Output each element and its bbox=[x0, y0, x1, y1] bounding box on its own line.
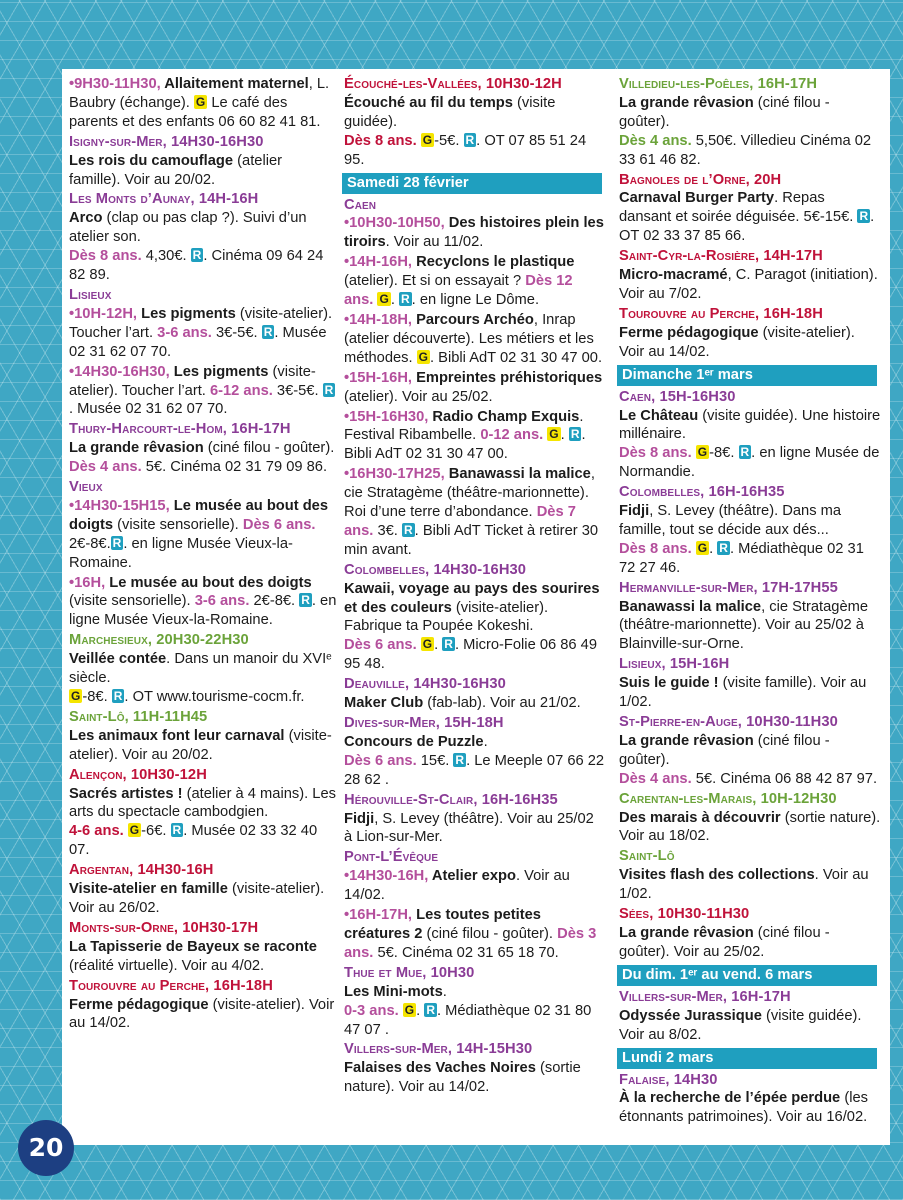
event-title: Les animaux font leur carnaval bbox=[69, 727, 285, 744]
age-range: 0-3 ans. bbox=[344, 1002, 399, 1019]
event-title: La Tapisserie de Bayeux se raconte bbox=[69, 938, 317, 955]
event bbox=[619, 655, 881, 712]
event-text: (clap ou pas clap ?). Suivi d’un atelier son. bbox=[69, 210, 307, 246]
event: Colombelles, 14H30-16H30 Kawaii, voyage au pays des sourires et des couleurs (visite-atelier). Fabrique ta Poupée Kokeshi. Dès 6 ans. G . R . Micro-Folie 06 86 49 95 48. bbox=[344, 561, 606, 674]
event-text: (ciné filou - goûter). bbox=[422, 925, 558, 942]
event-title: Allaitement maternel bbox=[164, 76, 309, 92]
event-text: . OT www.tourisme-cocm.fr. bbox=[124, 689, 305, 705]
reservation-r-icon: R bbox=[570, 427, 580, 442]
column-1 bbox=[69, 75, 337, 1034]
event-text: -6€. bbox=[141, 823, 171, 840]
event: Colombelles, 16H-16H35 Fidji, S. Levey (théâtre). Dans ma famille, tout se décide aux dés... Dès 8 ans. G . R . Médiathèque 02 31 72 27 46. bbox=[619, 483, 881, 578]
event bbox=[619, 713, 881, 789]
event-text: -8€. bbox=[82, 689, 112, 705]
event-title: Sacrés artistes ! bbox=[69, 785, 183, 802]
event-time: •16H-17H, bbox=[344, 907, 417, 924]
event-time: •10H-12H, bbox=[69, 305, 142, 322]
reservation-r-icon: R bbox=[401, 292, 410, 307]
event-text: . Voir au 1/02. bbox=[619, 867, 869, 903]
event-text: , Inrap (atelier découverte). Les métiers et les méthodes. bbox=[344, 311, 594, 366]
event-text: . OT 02 33 37 85 66. bbox=[619, 209, 875, 245]
free-g-icon: G bbox=[379, 292, 389, 307]
event bbox=[344, 791, 606, 848]
event-text: , S. Levey (théâtre). Dans ma famille, tout se décide aux dés... bbox=[619, 503, 842, 538]
age-range: Dès 8 ans. bbox=[69, 248, 142, 265]
event-text: (ciné filou - goûter). bbox=[619, 732, 830, 768]
event bbox=[344, 75, 606, 170]
reservation-r-icon: R bbox=[444, 637, 453, 652]
event bbox=[344, 196, 606, 253]
event-text: 15€. bbox=[416, 752, 454, 769]
event-title: Banawassi la malice bbox=[448, 466, 591, 483]
event-location: Tourouvre au Perche, 16H-18H bbox=[619, 305, 823, 322]
event-text: . Dans un manoir du XVIᵉ siècle. bbox=[69, 651, 332, 687]
event-title: Les rois du camouflage bbox=[69, 152, 234, 169]
event bbox=[344, 906, 606, 963]
event-text: (visite-atelier). Voir au 14/02. bbox=[619, 324, 855, 360]
event-text: . Micro-Folie 06 86 49 95 48. bbox=[344, 637, 597, 673]
free-g-icon: G bbox=[71, 689, 81, 703]
event bbox=[619, 305, 881, 362]
event-text: . en ligne Musée Vieux-la-Romaine. bbox=[69, 593, 337, 629]
event-location: St-Pierre-en-Auge, 10H30-11H30 bbox=[619, 714, 838, 730]
age-range: 4-6 ans. bbox=[69, 823, 124, 840]
event-time: •15H-16H, bbox=[344, 369, 417, 386]
event-title: La grande rêvasion bbox=[619, 732, 754, 749]
event bbox=[619, 988, 881, 1045]
event-location: Monts-sur-Orne, 10H30-17H bbox=[69, 919, 259, 936]
event bbox=[619, 171, 881, 247]
event-location: Colombelles, 14H30-16H30 bbox=[344, 561, 527, 578]
event bbox=[69, 190, 337, 285]
event-location: Isigny-sur-Mer, 14H30-16H30 bbox=[69, 133, 264, 150]
event-text: (réalité virtuelle). Voir au 4/02. bbox=[69, 957, 265, 974]
event-title: Le musée au bout des doigts bbox=[109, 574, 312, 591]
event bbox=[619, 579, 881, 655]
event-location: Villers-sur-Mer, 14H-15H30 bbox=[344, 1041, 533, 1058]
event-text: . Médiathèque 02 31 72 27 46. bbox=[619, 540, 864, 576]
reservation-r-icon: R bbox=[263, 324, 273, 339]
event-location: Thury-Harcourt-le-Hom, 16H-17H bbox=[69, 421, 291, 438]
age-range: Dès 8 ans. bbox=[619, 540, 692, 557]
event-location: Dives-sur-Mer, 15H-18H bbox=[344, 715, 504, 731]
event-location: Lisieux, 15H-16H bbox=[619, 656, 730, 673]
event bbox=[69, 919, 337, 976]
event-text: . en ligne Le Dôme. bbox=[411, 292, 540, 309]
event-text: , L. Baubry (échange). bbox=[69, 76, 330, 111]
event-text: . Festival Ribambelle. bbox=[344, 408, 584, 444]
event-text: 5€. Cinéma 02 31 65 18 70. bbox=[373, 944, 559, 961]
event-location: Hérouville-St-Clair, 16H-16H35 bbox=[344, 791, 558, 808]
event-time: •15H-16H30, bbox=[344, 408, 433, 425]
event-text: (fab-lab). Voir au 21/02. bbox=[423, 695, 581, 712]
event-text: (visite-atelier). Voir au 20/02. bbox=[69, 727, 332, 763]
event-text: 2€-8€. bbox=[249, 593, 300, 610]
event-text: . Voir au 11/02. bbox=[385, 234, 484, 251]
event bbox=[344, 465, 606, 560]
event-location: Vieux bbox=[69, 479, 103, 496]
event-text: 5€. Cinéma 02 31 79 09 86. bbox=[141, 459, 328, 476]
event-text: 5,50€. Villedieu Cinéma 02 33 61 46 82. bbox=[619, 132, 872, 168]
event-title: Visites flash des collections bbox=[619, 867, 815, 884]
event-text: (ciné filou - goûter). Voir au 25/02. bbox=[619, 924, 830, 960]
event-title: Kawaii, voyage au pays des sourires et des couleurs bbox=[344, 580, 600, 616]
event bbox=[344, 311, 606, 368]
event-text: . Musée 02 31 62 07 70. bbox=[69, 401, 228, 418]
event-title: Falaises des Vaches Noires bbox=[344, 1060, 536, 1077]
free-g-icon: G bbox=[549, 427, 559, 442]
event-text: 4,30€. bbox=[141, 248, 191, 265]
event-title: Des histoires plein les tiroirs bbox=[344, 215, 604, 251]
age-range: Dès 4 ans. bbox=[69, 459, 142, 476]
event-location: Thue et Mue, 10H30 bbox=[344, 964, 475, 981]
event bbox=[344, 675, 606, 713]
event-text: 3€. bbox=[373, 522, 402, 539]
event-location: Villedieu-les-Poêles, 16H-17H bbox=[619, 76, 818, 92]
event-title: Radio Champ Exquis bbox=[432, 408, 580, 425]
reservation-r-icon: R bbox=[301, 593, 310, 608]
event-text: , cie Stratagème (théâtre-marionnette). Voir au 25/02 à Blainville-sur-Orne. bbox=[619, 598, 869, 653]
free-g-icon: G bbox=[422, 637, 433, 652]
event bbox=[344, 369, 606, 407]
free-g-icon: G bbox=[697, 445, 708, 460]
event-location: Alençon, 10H30-12H bbox=[69, 766, 207, 783]
event bbox=[619, 847, 881, 904]
event: Thue et Mue, 10H30 Les Mini-mots. 0-3 ans. G . R . Médiathèque 02 31 80 47 07 . bbox=[344, 964, 606, 1040]
event bbox=[619, 247, 881, 304]
age-range: Dès 6 ans. bbox=[344, 752, 417, 769]
event-text: (visite famille). Voir au 1/02. bbox=[619, 675, 867, 711]
event-time: •16H, bbox=[69, 574, 110, 591]
event-text: . Repas dansant et soirée déguisée. 5€-15€. bbox=[619, 190, 858, 226]
event-text: (atelier à 4 mains). Les arts du spectacle cambodgien. bbox=[69, 785, 336, 821]
event bbox=[69, 478, 337, 573]
event bbox=[69, 766, 337, 861]
reservation-r-icon: R bbox=[740, 445, 750, 460]
age-range: 0-12 ans. bbox=[480, 427, 544, 444]
event-text: (atelier famille). Voir au 20/02. bbox=[69, 152, 283, 188]
event-text: (sortie nature). Voir au 18/02. bbox=[619, 809, 881, 845]
free-g-icon: G bbox=[129, 823, 140, 838]
event-title: La grande rêvasion bbox=[69, 440, 204, 457]
event bbox=[69, 574, 337, 631]
agenda-page bbox=[62, 69, 890, 1145]
event-title: Les pigments bbox=[173, 363, 269, 380]
reservation-r-icon: R bbox=[426, 1002, 435, 1017]
event-title: Recyclons le plastique bbox=[416, 254, 575, 271]
event-text: . Voir au 14/02. bbox=[344, 868, 570, 904]
event-text: (atelier). Et si on essayait ? bbox=[344, 273, 526, 290]
event-time: •9H30-11H30, bbox=[69, 76, 165, 92]
event-text: . Le Meeple 07 66 22 28 62 . bbox=[344, 752, 605, 788]
age-range: Dès 6 ans. bbox=[344, 637, 417, 654]
event-title: La grande rêvasion bbox=[619, 94, 754, 111]
event-text: (visite-atelier). Toucher l’art. bbox=[69, 305, 333, 341]
event-title: Empreintes préhistoriques bbox=[416, 369, 603, 386]
event-text: . bbox=[483, 733, 488, 750]
event-title: Atelier expo bbox=[431, 868, 516, 885]
event-title: Des marais à découvrir bbox=[619, 809, 781, 826]
event-text: . en ligne Musée de Normandie. bbox=[619, 445, 880, 481]
event-location: Caen bbox=[344, 196, 377, 213]
date-header: Lundi 2 mars bbox=[617, 1048, 877, 1069]
event: •15H-16H30, Radio Champ Exquis. Festival Ribambelle. 0-12 ans. G . R . Bibli AdT 02 31 30 47 00. bbox=[344, 408, 586, 463]
event bbox=[69, 631, 337, 707]
event-text: -5€. bbox=[434, 132, 464, 149]
free-g-icon: G bbox=[697, 540, 708, 555]
event-title: Le musée au bout des doigts bbox=[69, 497, 329, 533]
event bbox=[619, 790, 881, 847]
column-2 bbox=[344, 75, 606, 1098]
free-g-icon: G bbox=[418, 349, 429, 364]
event-title: Veillée contée bbox=[69, 651, 167, 668]
free-g-icon: G bbox=[404, 1002, 415, 1017]
event-text: , S. Levey (théâtre). Voir au 25/02 à Lion-sur-Mer. bbox=[344, 810, 594, 846]
event-text: (atelier). Voir au 25/02. bbox=[344, 388, 493, 405]
event-text: . Musée 02 33 32 40 07. bbox=[69, 823, 318, 859]
event-location: Carentan-les-Marais, 10H-12H30 bbox=[619, 790, 837, 807]
event-title: Les toutes petites créatures 2 bbox=[344, 907, 541, 942]
reservation-r-icon: R bbox=[112, 535, 122, 550]
page-number-badge: 20 bbox=[18, 1120, 74, 1176]
event-location: Les Monts d’Aunay, 14H-16H bbox=[69, 191, 259, 208]
event-title: Ferme pédagogique bbox=[69, 996, 209, 1013]
reservation-r-icon: R bbox=[172, 823, 182, 838]
reservation-r-icon: R bbox=[465, 132, 475, 147]
event-time: •16H30-17H25, bbox=[344, 466, 449, 483]
event-text: (visite sensorielle). bbox=[69, 593, 195, 610]
event-title: Ferme pédagogique bbox=[619, 324, 759, 341]
event-text: (visite guidée). bbox=[344, 94, 556, 130]
event-text: . bbox=[442, 983, 447, 1000]
date-header: Dimanche 1ᵉʳ mars bbox=[617, 365, 877, 386]
reservation-r-icon: R bbox=[192, 248, 202, 263]
event-time: •14H30-16H, bbox=[344, 868, 432, 885]
event-text: (les étonnants patrimoines). Voir au 16/02. bbox=[619, 1090, 868, 1126]
event-text: . Bibli AdT Ticket à retirer 30 min avant. bbox=[344, 522, 599, 558]
reservation-r-icon: R bbox=[113, 689, 123, 703]
free-g-icon: G bbox=[422, 132, 433, 147]
event: •14H-16H, Recyclons le plastique (atelier). Et si on essayait ? Dès 12 ans. G . R . en ligne Le Dôme. bbox=[344, 254, 575, 309]
event-time: •14H30-15H15, bbox=[69, 497, 174, 514]
event-text: Le café des parents et des enfants 06 60 82 41 81. bbox=[69, 94, 321, 130]
event-time: •14H-16H, bbox=[344, 254, 417, 271]
event-text: (sortie nature). Voir au 14/02. bbox=[344, 1060, 581, 1096]
event-location: Tourouvre au Perche, 16H-18H bbox=[69, 977, 273, 994]
free-g-icon: G bbox=[195, 94, 206, 109]
event-text: . Bibli AdT 02 31 30 47 00. bbox=[430, 349, 603, 366]
event bbox=[344, 714, 606, 790]
event bbox=[69, 420, 337, 477]
event-time: •14H30-16H30, bbox=[69, 363, 174, 380]
event bbox=[69, 133, 337, 190]
reservation-r-icon: R bbox=[455, 752, 465, 767]
event-location: Falaise, 14H30 bbox=[619, 1071, 718, 1088]
event-text: 2€-8€. bbox=[69, 535, 111, 552]
event-location: Saint-Lô, 11H-11H45 bbox=[69, 708, 208, 725]
event-location: Sées, 10H30-11H30 bbox=[619, 906, 750, 923]
age-range: Dès 7 ans. bbox=[344, 504, 576, 539]
event bbox=[619, 905, 881, 962]
age-range: Dès 4 ans. bbox=[619, 132, 692, 149]
event-text: . Musée 02 31 62 07 70. bbox=[69, 324, 327, 360]
event-text: . OT 07 85 51 24 95. bbox=[344, 132, 587, 168]
event-text: (visite-atelier). Fabrique ta Poupée Kokeshi. bbox=[344, 599, 549, 635]
event-title: Maker Club bbox=[344, 695, 424, 712]
event bbox=[69, 363, 337, 420]
event-title: À la recherche de l’épée perdue bbox=[619, 1090, 841, 1107]
event bbox=[619, 75, 881, 170]
age-range: Dès 3 ans. bbox=[344, 925, 597, 961]
event-title: Fidji bbox=[344, 810, 375, 827]
event-text: , C. Paragot (initiation). Voir au 7/02. bbox=[619, 267, 878, 302]
event bbox=[69, 75, 337, 132]
event-time: •14H-18H, bbox=[344, 311, 417, 328]
event-title: Micro-macramé bbox=[619, 267, 728, 284]
event-title: Arco bbox=[69, 210, 103, 227]
event-title: Suis le guide ! bbox=[619, 675, 719, 692]
event bbox=[69, 977, 337, 1034]
event-title: Parcours Archéo bbox=[416, 311, 534, 328]
event-location: Écouché-les-Vallées, 10H30-12H bbox=[344, 76, 562, 92]
event bbox=[619, 388, 881, 483]
event bbox=[69, 708, 337, 765]
age-range: 3-6 ans. bbox=[157, 324, 212, 341]
column-3 bbox=[619, 75, 881, 1128]
age-range: Dès 8 ans. bbox=[344, 132, 417, 149]
event-text: . en ligne Musée Vieux-la-Romaine. bbox=[69, 535, 293, 571]
event bbox=[619, 1071, 881, 1128]
event-title: Banawassi la malice bbox=[619, 598, 762, 615]
event-title: Visite-atelier en famille bbox=[69, 881, 228, 898]
event-text: -8€. bbox=[709, 445, 739, 462]
event-location: Colombelles, 16H-16H35 bbox=[619, 484, 785, 501]
event-text: (visite-atelier). Voir au 26/02. bbox=[69, 881, 325, 916]
event-location: Lisieux bbox=[69, 286, 112, 303]
age-range: Dès 4 ans. bbox=[619, 770, 692, 787]
event-location: Marchesieux, 20H30-22H30 bbox=[69, 632, 249, 649]
event-location: Villers-sur-Mer, 16H-17H bbox=[619, 988, 791, 1005]
event-text: (visite sensorielle). bbox=[113, 516, 243, 533]
event-time: •10H30-10H50, bbox=[344, 215, 449, 232]
event-text: 3€-5€. bbox=[211, 324, 262, 341]
event bbox=[344, 1040, 606, 1097]
event-location: Deauville, 14H30-16H30 bbox=[344, 676, 506, 693]
event-title: Les Mini-mots bbox=[344, 983, 443, 1000]
event-text: . Bibli AdT 02 31 30 47 00. bbox=[344, 427, 586, 463]
event-text: 5€. Cinéma 06 88 42 87 97. bbox=[691, 770, 878, 787]
event-title: Écouché au fil du temps bbox=[344, 94, 513, 111]
reservation-r-icon: R bbox=[859, 209, 869, 224]
event-location: Caen, 15H-16H30 bbox=[619, 388, 736, 405]
event-title: Le Château bbox=[619, 407, 699, 424]
age-range: Dès 12 ans. bbox=[344, 273, 573, 309]
event bbox=[69, 286, 337, 362]
event-text: . Cinéma 09 64 24 82 89. bbox=[69, 248, 324, 284]
event-text: (visite guidée). Une histoire millénaire. bbox=[619, 407, 881, 443]
event-location: Argentan, 14H30-16H bbox=[69, 862, 214, 879]
event-title: Les pigments bbox=[141, 305, 236, 322]
event-location: Hermanville-sur-Mer, 17H-17H55 bbox=[619, 579, 838, 596]
age-range: Dès 8 ans. bbox=[619, 445, 692, 462]
event-title: Fidji bbox=[619, 503, 650, 520]
event bbox=[344, 848, 606, 905]
event-text: , cie Stratagème (théâtre-marionnette). Roi d’une terre d’abondance. bbox=[344, 466, 595, 521]
age-range: Dès 6 ans. bbox=[242, 516, 316, 533]
date-header: Samedi 28 février bbox=[342, 173, 602, 194]
event-location: Saint-Cyr-la-Rosière, 14H-17H bbox=[619, 248, 823, 265]
age-range: 6-12 ans. bbox=[209, 382, 273, 399]
event-text: (ciné filou - goûter). bbox=[619, 94, 830, 130]
event-text: (visite-atelier). Voir au 14/02. bbox=[69, 996, 335, 1032]
date-header: Du dim. 1ᵉʳ au vend. 6 mars bbox=[617, 965, 877, 986]
event-text: (ciné filou - goûter). bbox=[203, 440, 335, 457]
event bbox=[69, 861, 337, 918]
event-text: . Médiathèque 02 31 80 47 07 . bbox=[344, 1002, 592, 1038]
reservation-r-icon: R bbox=[719, 540, 728, 555]
event-location: Saint-Lô bbox=[619, 848, 675, 865]
reservation-r-icon: R bbox=[324, 382, 334, 397]
reservation-r-icon: R bbox=[403, 522, 413, 537]
event-title: La grande rêvasion bbox=[619, 924, 754, 941]
event-title: Carnaval Burger Party bbox=[619, 190, 775, 207]
event-location: Pont-L’Évêque bbox=[344, 849, 439, 866]
event-text: (visite guidée). Voir au 8/02. bbox=[619, 1007, 862, 1043]
event-title: Odyssée Jurassique bbox=[619, 1007, 762, 1024]
event-location: Bagnoles de l’Orne, 20H bbox=[619, 171, 782, 188]
event-text: (visite-atelier). Toucher l’art. bbox=[69, 363, 316, 399]
age-range: 3-6 ans. bbox=[194, 593, 250, 610]
event-title: Concours de Puzzle bbox=[344, 733, 484, 750]
event-text: 3€-5€. bbox=[272, 382, 323, 399]
